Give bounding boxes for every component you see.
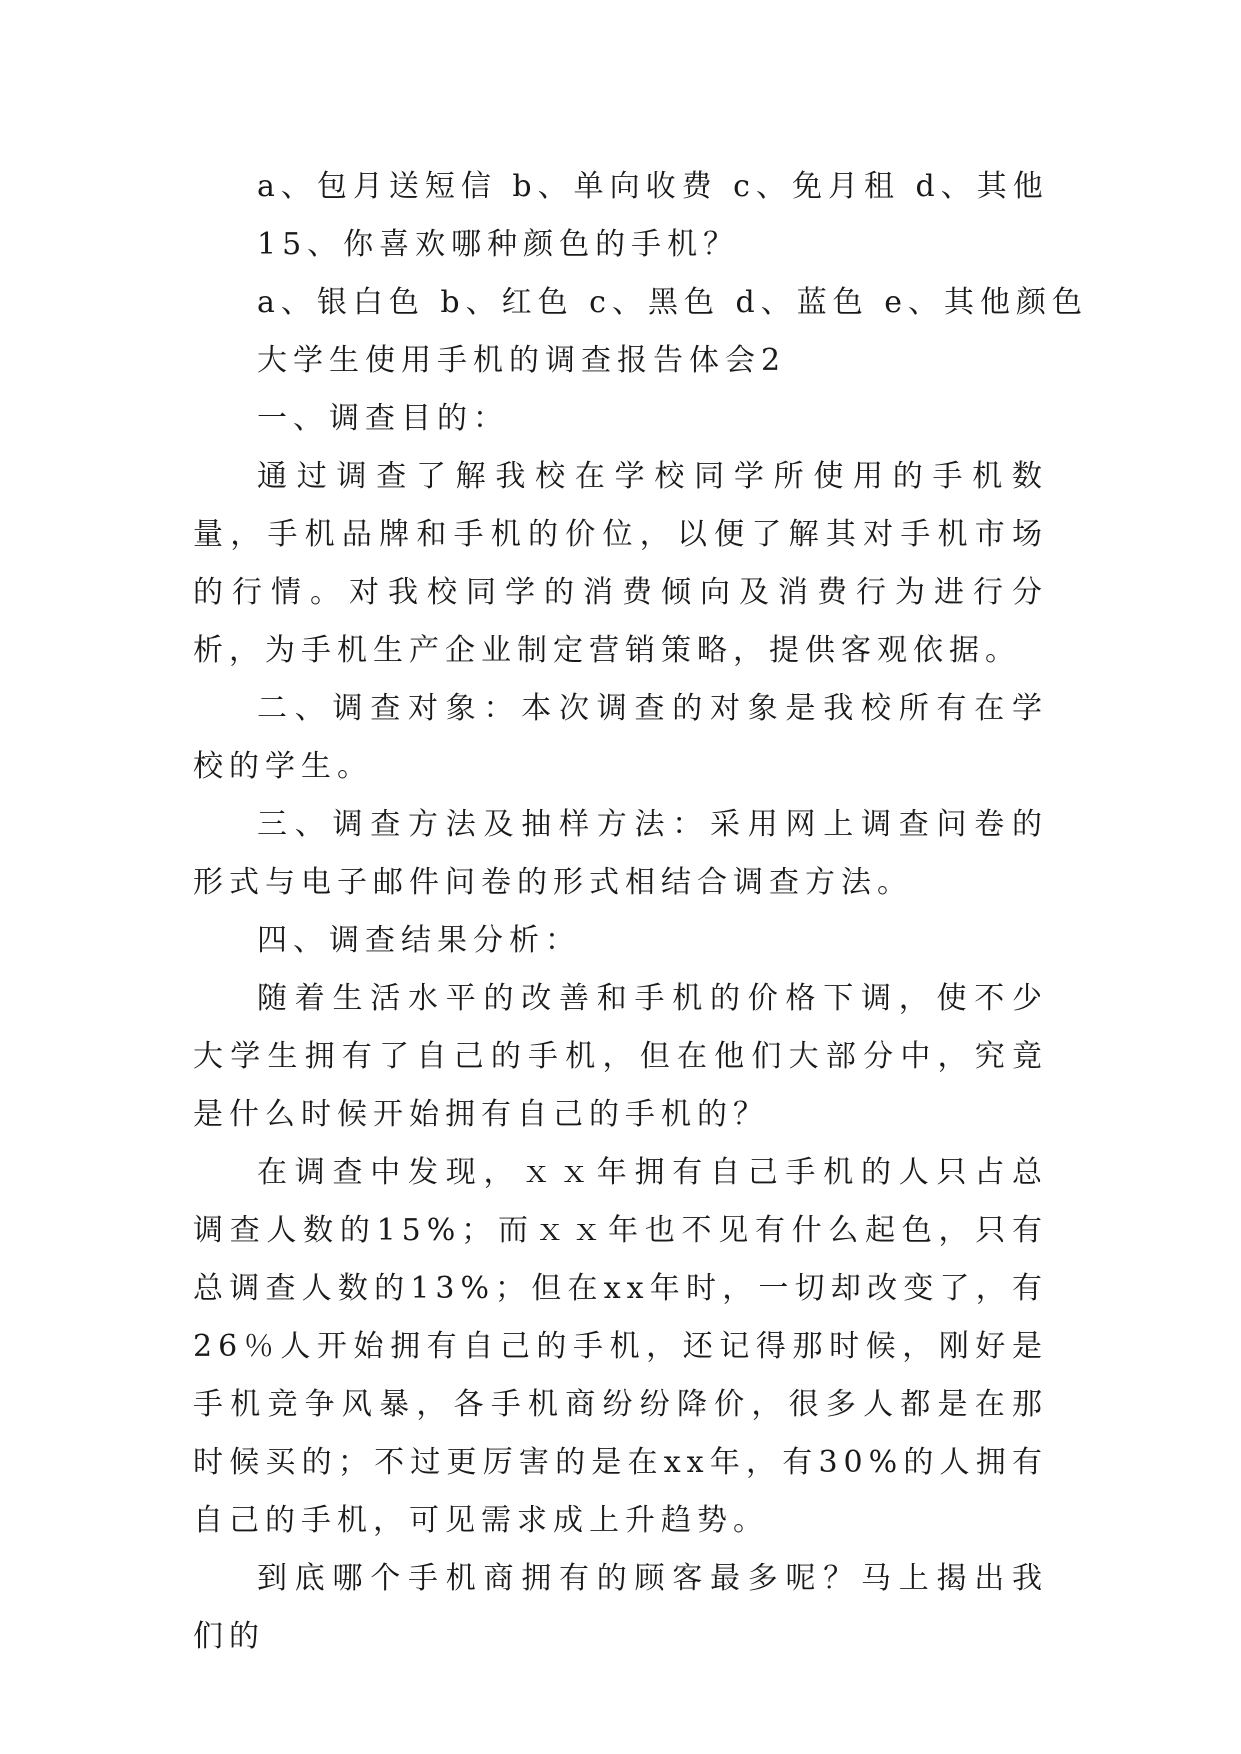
paragraph-purpose: 通过调查了解我校在学校同学所使用的手机数量，手机品牌和手机的价位，以便了解其对手机市场的行情。对我校同学的消费倾向及消费行为进行分析，为手机生产企业制定营销策略，提供客观依据。 [193,459,1048,668]
paragraph-results-brands: 到底哪个手机商拥有的顾客最多呢？马上揭出我们的 [193,1561,1048,1654]
color-options-line: a、银白色 b、红色 c、黑色 d、蓝色 e、其他颜色 [257,285,1088,320]
document-body [193,158,1088,1666]
paragraph-methods: 三、调查方法及抽样方法：采用网上调查问卷的形式与电子邮件问卷的形式相结合调查方法。 [193,807,1048,900]
heading-purpose: 一、调查目的： [257,401,509,436]
section-title: 大学生使用手机的调查报告体会2 [257,343,787,378]
answer-options-line: a、包月送短信 b、单向收费 c、免月租 d、其他 [257,169,1049,204]
paragraph-results-intro: 随着生活水平的改善和手机的价格下调，使不少大学生拥有了自己的手机，但在他们大部分中，究竟是什么时候开始拥有自己的手机的？ [193,981,1048,1132]
heading-results: 四、调查结果分析： [257,923,581,958]
question-15: 15、你喜欢哪种颜色的手机？ [257,227,740,262]
paragraph-results-stats: 在调查中发现，ｘｘ年拥有自己手机的人只占总调查人数的15%；而ｘｘ年也不见有什么起色，只有总调查人数的13%；但在xx年时，一切却改变了，有26％人开始拥有自己的手机，还记得那时候，刚好是手机竞争风暴，各手机商纷纷降价，很多人都是在那时候买的；不过更厉害的是在xx年，有30%的人拥有自己的手机，可见需求成上升趋势。 [193,1155,1048,1538]
paragraph-subjects: 二、调查对象：本次调查的对象是我校所有在学校的学生。 [193,691,1048,784]
